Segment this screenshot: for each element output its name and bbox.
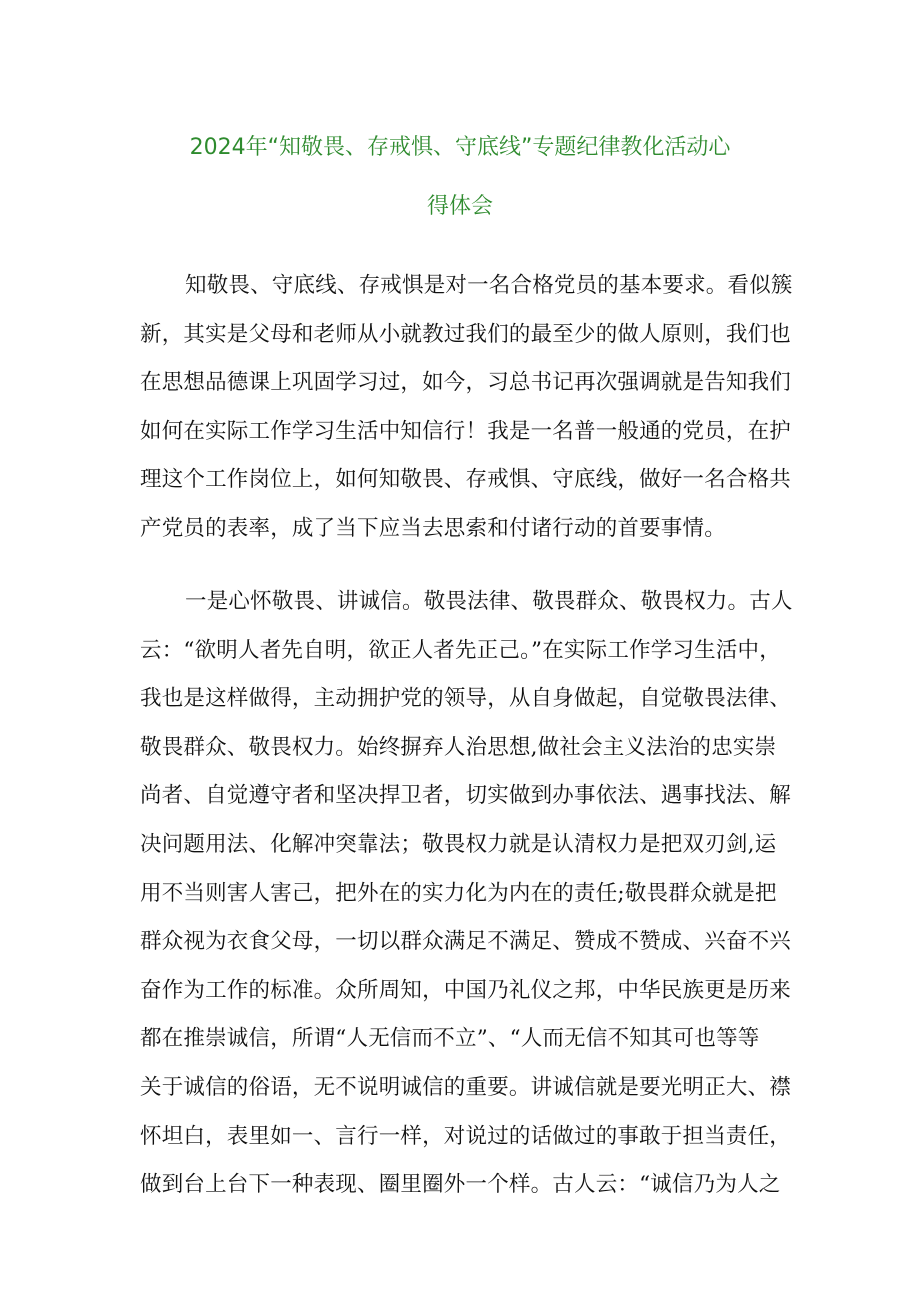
paragraph-1	[140, 262, 792, 554]
paragraph-line: 产党员的表率，成了当下应当去思索和付诸行动的首要事情。	[140, 515, 726, 541]
paragraph-line: 做到台上台下一种表现、圈里圈外一个样。古人云：“诚信乃为人之	[140, 1172, 781, 1198]
paragraph-line: 在思想品德课上巩固学习过，如今，习总书记再次强调就是告知我们	[140, 370, 792, 396]
paragraph-line: 都在推崇诚信，所谓“人无信而不立”、“人而无信不知其可也等等	[140, 1026, 760, 1052]
paragraph-2	[140, 578, 792, 1210]
paragraph-line: 关于诚信的俗语，无不说明诚信的重要。讲诚信就是要光明正大、襟	[140, 1074, 792, 1100]
paragraph-line: 尚者、自觉遵守者和坚决捍卫者，切实做到办事依法、遇事找法、解	[140, 783, 792, 809]
paragraph-line: 奋作为工作的标准。众所周知，中国乃礼仪之邦，中华民族更是历来	[140, 977, 792, 1003]
paragraph-line: 知敬畏、守底线、存戒惧是对一名合格党员的基本要求。看似簇	[185, 273, 793, 298]
paragraph-line: 理这个工作岗位上，如何知敬畏、存戒惧、守底线，做好一名合格共	[140, 467, 792, 493]
document-title-line-2: 得体会	[426, 194, 493, 219]
paragraph-line: 群众视为衣食父母，一切以群众满足不满足、赞成不赞成、兴奋不兴	[140, 929, 792, 955]
document-title-line-1: 2024年“知敬畏、存戒惧、守底线”专题纪律教化活动心	[189, 135, 731, 160]
paragraph-line: 敬畏群众、敬畏权力。始终摒弃人治思想,做社会主义法治的忠实崇	[140, 734, 777, 760]
paragraph-line: 新，其实是父母和老师从小就教过我们的最至少的做人原则，我们也	[140, 321, 792, 347]
paragraph-line: 用不当则害人害己，把外在的实力化为内在的责任;敬畏群众就是把	[140, 880, 777, 906]
paragraph-line: 一是心怀敬畏、讲诚信。敬畏法律、敬畏群众、敬畏权力。古人	[185, 589, 793, 614]
paragraph-line: 云：“欲明人者先自明，欲正人者先正己。”在实际工作学习生活中，	[140, 637, 781, 663]
paragraph-line: 我也是这样做得，主动拥护党的领导，从自身做起，自觉敬畏法律、	[140, 686, 792, 712]
paragraph-line: 如何在实际工作学习生活中知信行！我是一名普一般通的党员，在护	[140, 418, 792, 444]
paragraph-line: 决问题用法、化解冲突靠法；敬畏权力就是认清权力是把双刃剑,运	[140, 831, 777, 857]
paragraph-line: 怀坦白，表里如一、言行一样，对说过的话做过的事敢于担当责任，	[140, 1123, 792, 1149]
